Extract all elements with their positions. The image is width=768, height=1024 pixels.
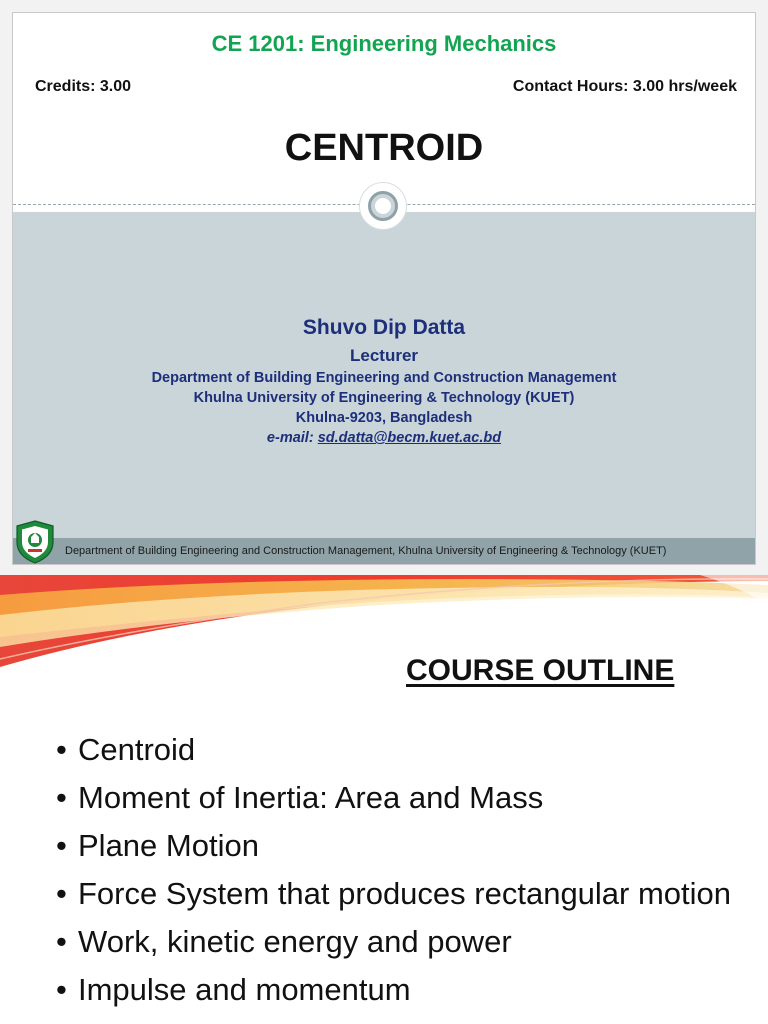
list-item (56, 828, 736, 864)
list-item (56, 732, 736, 768)
list-item-text: Plane Motion (78, 828, 259, 863)
email-link[interactable]: sd.datta@becm.kuet.ac.bd (317, 430, 502, 446)
email-label: e-mail: (266, 430, 314, 446)
list-item (56, 924, 736, 960)
credits-label: Credits: 3.00 (35, 78, 132, 95)
outline-slide (0, 575, 768, 1024)
slide-title: CENTROID (284, 127, 484, 169)
list-item (56, 780, 736, 816)
contact-hours-label: Contact Hours: 3.00 hrs/week (512, 78, 737, 95)
list-item-text: Force System that produces rectangular motion (78, 876, 732, 911)
bullet-icon: • (56, 780, 67, 815)
author-role: Lecturer (349, 346, 419, 365)
list-item-text: Moment of Inertia: Area and Mass (78, 780, 544, 815)
author-department: Department of Building Engineering and Construction Management (151, 370, 617, 386)
list-item-text: Work, kinetic energy and power (78, 924, 512, 959)
bullet-icon: • (56, 924, 67, 959)
list-item (56, 972, 736, 1008)
bullet-icon: • (56, 828, 67, 863)
footer-text: Department of Building Engineering and Construction Management, Khulna University of Engineering & Technology (KUET) (65, 545, 667, 557)
list-item (56, 876, 736, 912)
author-info (13, 314, 755, 448)
author-address: Khulna-9203, Bangladesh (295, 410, 473, 426)
author-name: Shuvo Dip Datta (302, 316, 466, 339)
title-slide (12, 12, 756, 565)
divider-circle-icon (359, 182, 407, 230)
kuet-logo-icon (15, 520, 55, 564)
outline-list (56, 732, 736, 1020)
bullet-icon: • (56, 972, 67, 1007)
list-item-text: Impulse and momentum (78, 972, 411, 1007)
author-email-line (13, 428, 755, 448)
course-title: CE 1201: Engineering Mechanics (211, 31, 557, 56)
title-area (13, 13, 755, 209)
list-item-text: Centroid (78, 732, 196, 767)
bullet-icon: • (56, 876, 67, 911)
outline-heading: COURSE OUTLINE (406, 654, 675, 687)
slide-footer (13, 538, 755, 565)
author-university: Khulna University of Engineering & Technology (KUET) (193, 390, 575, 406)
bullet-icon: • (56, 732, 67, 767)
